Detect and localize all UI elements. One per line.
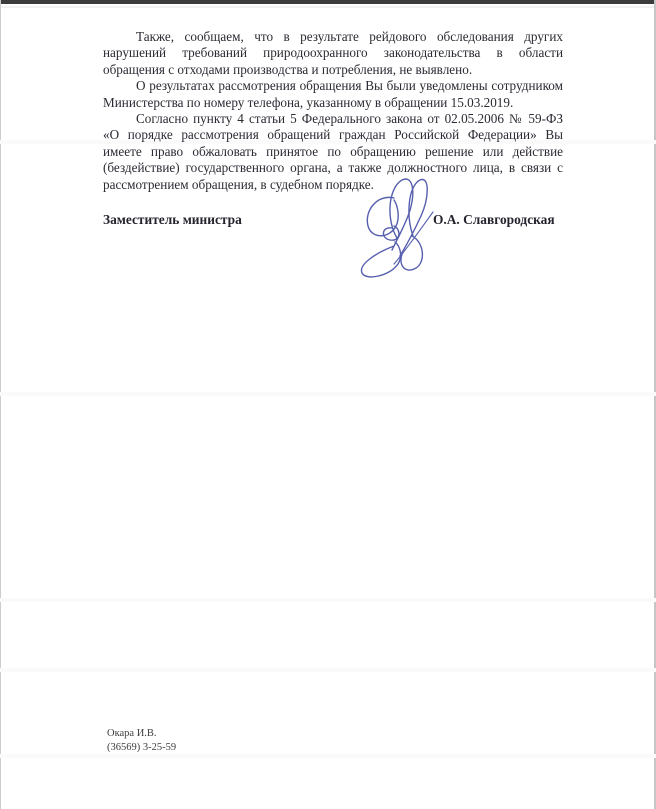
- letter-body: [103, 29, 563, 193]
- executor-footer: [107, 727, 176, 754]
- executor-name: Окара И.В.: [107, 728, 157, 739]
- scan-streak: [0, 392, 656, 396]
- paragraph-raid-inspection: Также, сообщаем, что в результате рейдового обследования других нарушений требований природоохранного законодательства в области обращения с отходами производства и потребления, не выявлено.: [103, 29, 563, 77]
- signature-block: [103, 212, 563, 232]
- scan-streak: [0, 598, 656, 602]
- scan-top-edge-bar: [0, 0, 656, 4]
- scan-left-edge-line: [0, 0, 1, 809]
- handwritten-signature-icon: [350, 176, 440, 281]
- paragraph-notification: О результатах рассмотрения обращения Вы были уведомлены сотрудником Министерства по номеру телефона, указанному в обращении 15.03.2019.: [103, 78, 563, 110]
- executor-phone: (36569) 3-25-59: [107, 741, 177, 753]
- scan-top-shadow-line: [0, 6, 656, 8]
- scan-streak: [0, 754, 656, 758]
- signer-name: О.А. Славгородская: [433, 212, 555, 227]
- scan-streak: [0, 668, 656, 672]
- position-title: Заместитель министра: [103, 212, 242, 227]
- paragraph-appeal-rights: Согласно пункту 4 статьи 5 Федерального закона от 02.05.2006 № 59-ФЗ «О порядке рассмотрения обращений граждан Российской Федерации» Вы имеете право обжаловать принятое по обращению решение или действие (бездействие) государственного органа, а также должностного лица, в связи с рассмотрением обращения, в судебном порядке.: [103, 111, 563, 192]
